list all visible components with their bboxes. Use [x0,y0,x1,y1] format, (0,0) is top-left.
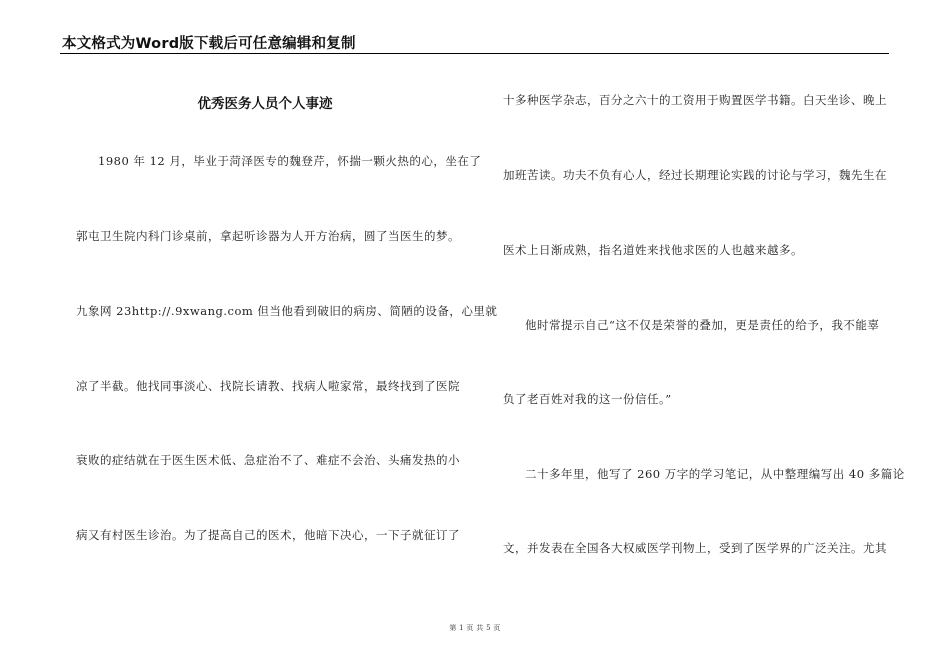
page-indicator: 第 1 页 共 5 页 [449,624,501,632]
paragraph-line: 凉了半截。他找同事淡心、找院长请教、找病人啦家常，最终找到了医院 [76,379,460,393]
paragraph-line: 文，并发表在全国各大权威医学刊物上，受到了医学界的广泛关注。尤其 [503,541,887,555]
paragraph-line: 二十多年里，他写了 260 万字的学习笔记，从中整理编写出 40 多篇论 [525,467,905,481]
paragraph-line: 十多种医学杂志，百分之六十的工资用于购置医学书籍。白天坐诊、晚上 [503,93,887,107]
paragraph-line: 负了老百姓对我的这一份信任。” [503,392,672,406]
paragraph-line: 郭屯卫生院内科门诊桌前，拿起听诊器为人开方治病，圆了当医生的梦。 [76,229,460,243]
paragraph-line: 病又有村医生诊治。为了提高自己的医术，他暗下决心，一下子就征订了 [76,528,460,542]
paragraph-line: 九象网 23http://.9xwang.com 但当他看到破旧的病房、简陋的设备，心里就 [76,304,498,318]
document-banner: 本文格式为Word版下载后可任意编辑和复制 [62,36,356,52]
paragraph-line: 加班苦读。功夫不负有心人，经过长期理论实践的讨论与学习，魏先生在 [503,168,887,182]
document-title: 优秀医务人员个人事迹 [197,96,333,112]
paragraph-line: 1980 年 12 月，毕业于菏泽医专的魏登芹，怀揣一颗火热的心，坐在了 [98,154,482,168]
header-divider [60,53,889,54]
paragraph-line: 医术上日渐成熟，指名道姓来找他求医的人也越来越多。 [503,243,803,257]
paragraph-line: 衰败的症结就在于医生医术低、急症治不了、难症不会治、头痛发热的小 [76,453,460,467]
paragraph-line: 他时常提示自己“这不仅是荣誉的叠加，更是责任的给予，我不能辜 [525,318,880,332]
